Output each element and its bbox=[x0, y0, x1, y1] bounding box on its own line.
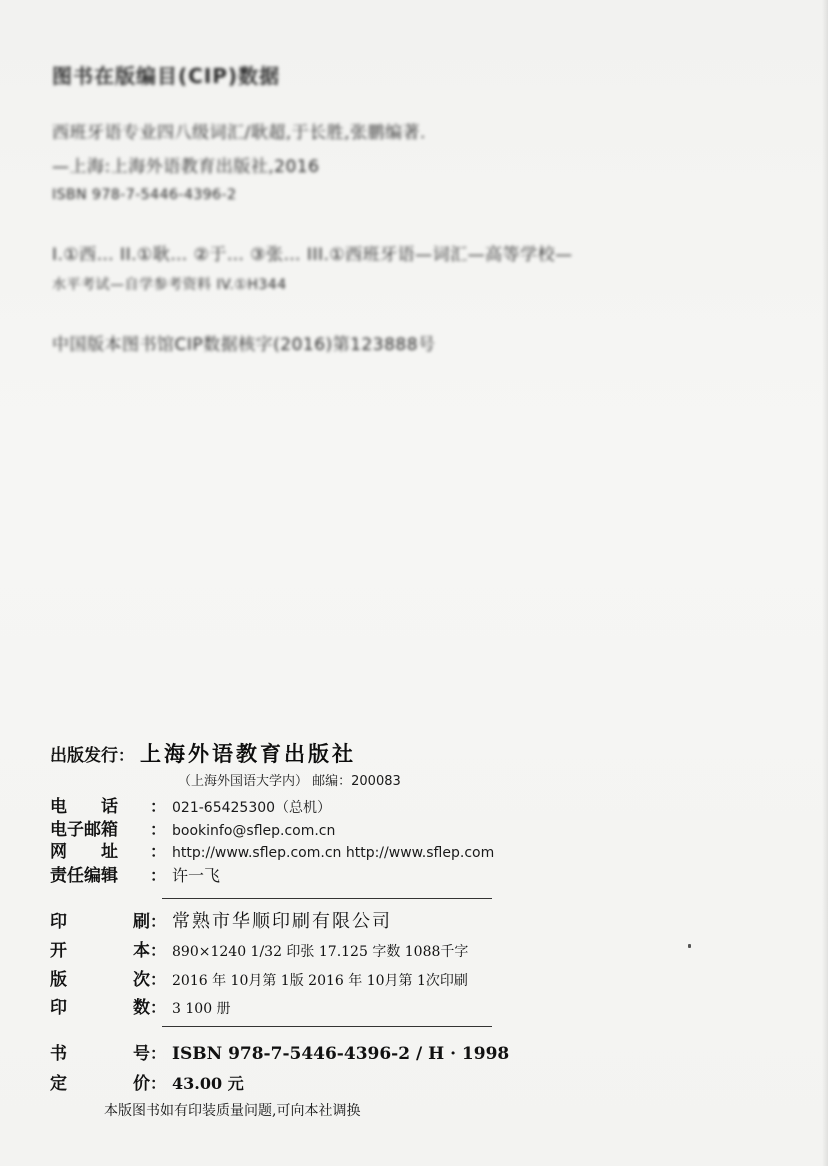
colon: ： bbox=[150, 820, 167, 839]
copies-label: 印 数 bbox=[50, 998, 150, 1018]
website-value: http://www.sflep.com.cn http://www.sflep.com bbox=[172, 845, 495, 861]
price-value: 43.00 元 bbox=[172, 1074, 244, 1093]
page-edge-shadow bbox=[822, 0, 828, 1166]
colon: ： bbox=[150, 842, 167, 861]
cip-record-number: 中国版本图书馆CIP数据核字(2016)第123888号 bbox=[52, 335, 436, 355]
colon: ： bbox=[150, 866, 167, 885]
cip-isbn-line: ISBN 978-7-5446-4396-2 bbox=[52, 187, 237, 203]
printer-row bbox=[50, 907, 392, 933]
website-row bbox=[50, 837, 494, 862]
publisher-name: 上海外语教育出版社 bbox=[140, 741, 357, 766]
colon: ： bbox=[150, 912, 167, 931]
cip-subject-line-2: 水平考试—自学参考资料 IV.①H344 bbox=[52, 277, 287, 293]
cip-subject-line-1: I.①西… II.①耿… ②于… ③张… III.①西班牙语—词汇—高等学校— bbox=[52, 245, 573, 265]
copies-value: 3 100 册 bbox=[172, 1001, 231, 1017]
colon: ： bbox=[150, 970, 167, 989]
quality-notice: 本版图书如有印装质量问题,可向本社调换 bbox=[104, 1103, 361, 1119]
format-label: 开 本 bbox=[50, 941, 150, 961]
cip-bibliographic-line: 西班牙语专业四八级词汇/耿超,于长胜,张鹏编著. bbox=[52, 123, 426, 143]
edition-label: 版 次 bbox=[50, 970, 150, 990]
cip-title: 图书在版编目(CIP)数据 bbox=[52, 64, 281, 88]
scan-speck bbox=[688, 944, 691, 948]
cip-publication-line: —上海:上海外语教育出版社,2016 bbox=[52, 157, 320, 177]
phone-value: 021-65425300（总机） bbox=[172, 800, 332, 816]
editor-label: 责任编辑 bbox=[50, 866, 118, 886]
edition-row bbox=[50, 965, 468, 990]
editor-value: 许一飞 bbox=[172, 866, 221, 885]
colon: ： bbox=[150, 1044, 167, 1063]
edition-value: 2016 年 10月第 1版 2016 年 10月第 1次印刷 bbox=[172, 973, 468, 989]
price-label: 定 价 bbox=[50, 1074, 150, 1094]
colon: ： bbox=[150, 998, 167, 1017]
email-label: 电子邮箱 bbox=[50, 820, 118, 840]
printer-value: 常熟市华顺印刷有限公司 bbox=[172, 911, 393, 932]
colon: ： bbox=[150, 1074, 167, 1093]
phone-row bbox=[50, 792, 331, 817]
publisher-address: （上海外国语大学内） 邮编：200083 bbox=[178, 774, 401, 789]
colon: ： bbox=[118, 746, 135, 765]
isbn-value: ISBN 978-7-5446-4396-2 / H · 1998 bbox=[172, 1044, 510, 1064]
format-row bbox=[50, 936, 468, 961]
isbn-row bbox=[50, 1039, 509, 1064]
divider bbox=[162, 898, 492, 899]
price-row bbox=[50, 1069, 244, 1094]
colon: ： bbox=[150, 797, 167, 816]
copies-row bbox=[50, 993, 231, 1018]
divider bbox=[162, 1026, 492, 1027]
colon: ： bbox=[150, 941, 167, 960]
editor-row bbox=[50, 861, 220, 886]
email-value: bookinfo@sflep.com.cn bbox=[172, 823, 336, 839]
printer-label: 印 刷 bbox=[50, 912, 150, 932]
format-value: 890×1240 1/32 印张 17.125 字数 1088千字 bbox=[172, 944, 469, 960]
isbn-label: 书 号 bbox=[50, 1044, 150, 1064]
publisher-row bbox=[50, 738, 356, 768]
phone-label: 电 话 bbox=[50, 797, 118, 817]
publisher-label: 出版发行 bbox=[50, 746, 118, 766]
website-label: 网 址 bbox=[50, 842, 118, 862]
